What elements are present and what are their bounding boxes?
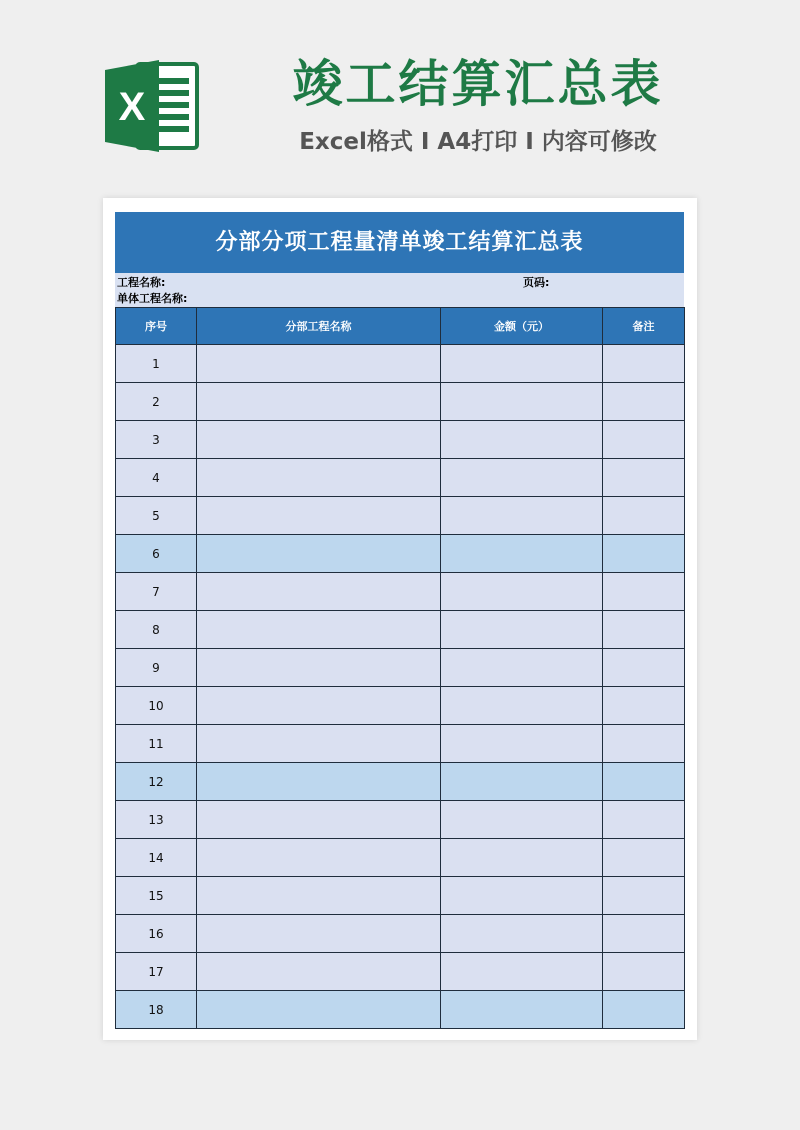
cell-division-name[interactable] [197,839,441,877]
cell-division-name[interactable] [197,383,441,421]
column-header-remarks: 备注 [603,308,685,345]
cell-index[interactable]: 17 [116,953,197,991]
table-row [116,611,685,649]
cell-amount[interactable] [441,383,603,421]
sheet-info-area [115,273,684,307]
cell-remarks[interactable] [603,421,685,459]
table-header-row [116,308,685,345]
cell-index[interactable]: 6 [116,535,197,573]
table-row [116,421,685,459]
cell-division-name[interactable] [197,877,441,915]
logo-letter: X [118,85,146,129]
cell-remarks[interactable] [603,649,685,687]
table-row [116,649,685,687]
excel-logo-icon [103,58,203,154]
cell-division-name[interactable] [197,991,441,1029]
cell-remarks[interactable] [603,763,685,801]
cell-remarks[interactable] [603,687,685,725]
cell-index[interactable]: 7 [116,573,197,611]
cell-index[interactable]: 5 [116,497,197,535]
table-row [116,953,685,991]
unit-project-label: 单体工程名称: [117,292,188,305]
cell-division-name[interactable] [197,345,441,383]
project-name-label: 工程名称: [117,276,166,289]
cell-remarks[interactable] [603,611,685,649]
cell-remarks[interactable] [603,953,685,991]
cell-division-name[interactable] [197,687,441,725]
cell-index[interactable]: 4 [116,459,197,497]
spreadsheet-page [103,198,697,1040]
cell-amount[interactable] [441,535,603,573]
cell-amount[interactable] [441,953,603,991]
table-row [116,573,685,611]
page-title: 竣工结算汇总表 [292,55,664,113]
cell-index[interactable]: 13 [116,801,197,839]
cell-index[interactable]: 15 [116,877,197,915]
column-header-division-name: 分部工程名称 [197,308,441,345]
cell-amount[interactable] [441,763,603,801]
cell-amount[interactable] [441,573,603,611]
table-body [116,345,685,1029]
cell-division-name[interactable] [197,535,441,573]
cell-division-name[interactable] [197,953,441,991]
table-row [116,535,685,573]
cell-division-name[interactable] [197,421,441,459]
table-row [116,345,685,383]
cell-index[interactable]: 8 [116,611,197,649]
table-row [116,459,685,497]
cell-amount[interactable] [441,611,603,649]
table-row [116,725,685,763]
cell-amount[interactable] [441,725,603,763]
cell-amount[interactable] [441,877,603,915]
cell-index[interactable]: 3 [116,421,197,459]
cell-amount[interactable] [441,345,603,383]
cell-index[interactable]: 16 [116,915,197,953]
cell-amount[interactable] [441,991,603,1029]
cell-index[interactable]: 9 [116,649,197,687]
cell-division-name[interactable] [197,763,441,801]
table-row [116,497,685,535]
cell-index[interactable]: 14 [116,839,197,877]
cell-division-name[interactable] [197,801,441,839]
cell-amount[interactable] [441,459,603,497]
cell-amount[interactable] [441,649,603,687]
cell-index[interactable]: 2 [116,383,197,421]
cell-remarks[interactable] [603,535,685,573]
table-row [116,763,685,801]
page-number-label: 页码: [523,276,550,289]
cell-remarks[interactable] [603,839,685,877]
cell-remarks[interactable] [603,573,685,611]
table-row [116,383,685,421]
cell-division-name[interactable] [197,611,441,649]
table-row [116,801,685,839]
cell-remarks[interactable] [603,801,685,839]
table-row [116,877,685,915]
column-header-amount: 金额（元） [441,308,603,345]
cell-remarks[interactable] [603,877,685,915]
cell-amount[interactable] [441,687,603,725]
summary-table [115,307,685,1029]
cell-index[interactable]: 1 [116,345,197,383]
sheet-title: 分部分项工程量清单竣工结算汇总表 [115,212,684,273]
table-row [116,915,685,953]
cell-index[interactable]: 12 [116,763,197,801]
cell-remarks[interactable] [603,345,685,383]
cell-division-name[interactable] [197,459,441,497]
cell-remarks[interactable] [603,459,685,497]
column-header-index: 序号 [116,308,197,345]
cell-remarks[interactable] [603,497,685,535]
cell-division-name[interactable] [197,649,441,687]
cell-amount[interactable] [441,915,603,953]
cell-index[interactable]: 18 [116,991,197,1029]
cell-division-name[interactable] [197,497,441,535]
cell-remarks[interactable] [603,991,685,1029]
cell-remarks[interactable] [603,725,685,763]
cell-amount[interactable] [441,421,603,459]
cell-amount[interactable] [441,497,603,535]
cell-remarks[interactable] [603,383,685,421]
table-row [116,839,685,877]
cell-index[interactable]: 10 [116,687,197,725]
cell-amount[interactable] [441,839,603,877]
cell-division-name[interactable] [197,915,441,953]
cell-division-name[interactable] [197,725,441,763]
page-subtitle: Excel格式 I A4打印 I 内容可修改 [299,129,657,155]
cell-amount[interactable] [441,801,603,839]
table-row [116,991,685,1029]
table-row [116,687,685,725]
cell-remarks[interactable] [603,915,685,953]
cell-division-name[interactable] [197,573,441,611]
cell-index[interactable]: 11 [116,725,197,763]
